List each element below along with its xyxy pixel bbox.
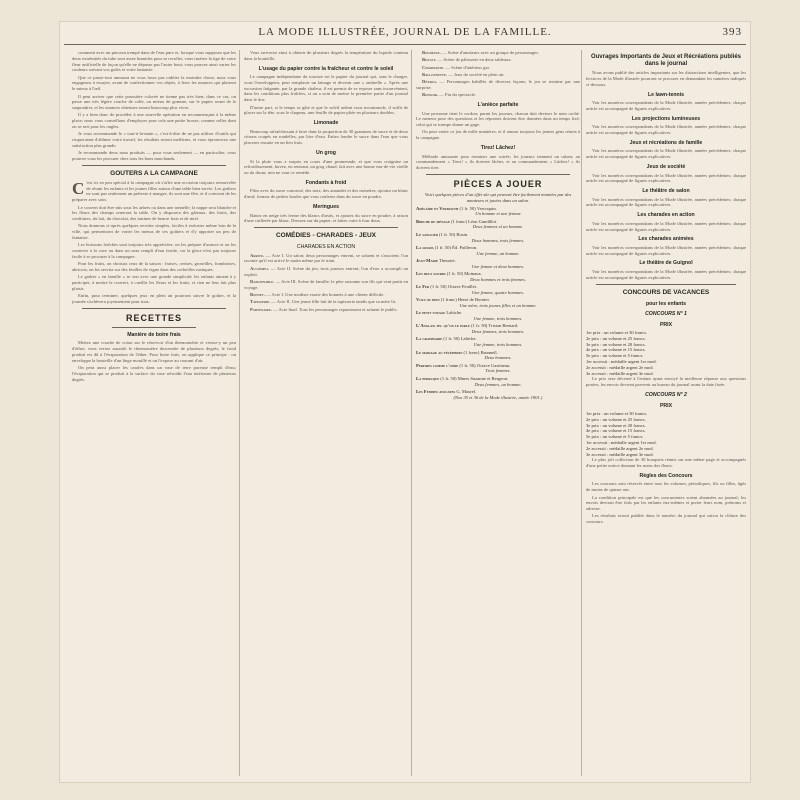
prize-line: 2e prix : un volume et 25 francs. [586,335,646,341]
play-cast: Une femme, quatre hommes. [471,289,525,295]
play-title: Le mariage au téléphone [416,349,463,355]
play-entry [416,389,580,401]
play-title: Les Femmes avocates [416,388,456,394]
body-text: Arrive. — Acte I. Un salon; deux personnages entrent, se saluent et s'assoient; l'un raconte qu'il est arrivé le matin même par le train. Accompli. — Acte II. Scène du jeu; trois joueurs entrent; l'un d'eux a accompli un exploit. Raisonnable. — Acte III. Scène de famille; le père raisonne son fils qui veut partir en voyage. Bonnet. — Acte I. Une modiste essaie des bonnets à une cliente difficile. Tapisserie. — Acte II. Une jeune fille fait de la tapisserie tandis que sa mère lit. Partenaire. — Acte final. Tous les personnages reparaissent et saluent le public. [244,252,408,312]
body-text: Boudeuse. — Scène d'amateurs avec un groupe de personnages. Biscuit. — Scène de pâtisserie en deux tableaux. Charmante. — Scène d'intérieur gai. Ballonnette. — Jeux de société en plein air. Détails. — Personnages habillés de diverses façons; le jeu se termine par une surprise. Bonsoir. — Fin du spectacle. [416,50,580,98]
body-text: Le prix sera décerné à l'enfant ayant envoyé la meilleure réponse aux questions posées; les envois devront parvenir au bureau du journal avant la date fixée. [586,376,746,388]
prize-line: 2e accessit : médaille argent 2e mod. [586,445,654,451]
body-text: comment avec un pinceau trempé dans de l'eau pure et, lorsque vous supposez que les deux extrémités du tube sont assez humides pour se recoller, vous insérez la tige de votre fleur artificielle de façon qu'elle ne dépasse pas l'autre bout; vous pouvez ainsi varier les couleurs suivant vos goûts et votre fantaisie. Que ce passe-tout amusant ne vous fasse pas oublier la moindre chose; nous vous engageons à essayer, avant de confectionner vos objets, à fixer les nuances qui plaisent le mieux à l'œil. Il peut arriver que cette poussière colorée ne tienne pas très bien; dans ce cas, on passe une très légère couche de colle, ou mieux de gomme, sur le papier avant de le saupoudrer, et les nuances obtenues seront beaucoup plus vives. Il y a bien donc de procéder à une nouvelle opération en recommençant à la même place; nous vous conseillons d'employer pour cela une petite brosse, comme celles dont on se sert pour les ongles. Je vous recommande le « tout-à-la-main », c'est-à-dire de ne pas utiliser d'outils qui risqueraient d'abîmer votre travail; les résultats seront meilleurs, et vous éprouverez une satisfaction plus grande. Je recommande deux nous produits — pour vous seulement — en particulier, vous pourrez vous les procurer chez tous les bons marchands. [72,50,236,162]
play-entry [416,323,580,335]
play-entry [416,376,580,388]
body-text: Beaucoup rafraîchissant à faire dans la proportion de 30 grammes de sucre et de deux citrons coupés en rondelles, par litre d'eau. Faites fondre le sucre dans l'eau que vous placerez ensuite en un lieu frais. [244,128,408,146]
column-4 [586,50,746,776]
subsection-title: Un grog [316,150,336,157]
prize-line: 1er accessit : médaille argent 1er mod. [586,440,657,445]
play-title: L'Anglais tel qu'on le parle [416,323,470,329]
body-text: Les concours sont réservés entre tous les volumes, périodiques, fils ou filles, âgés de moins de quinze ans. La condition principale est que les concurrentes soient abonnées au journal; les envois devront être faits par les enfants eux-mêmes et porter leurs nom, prénoms et adresse. Les résultats seront publiés dans le numéro du journal qui suivra la clôture des concours. [586,481,746,525]
play-meta: (1 franc) Léon Gandillot. [451,218,498,224]
prize-line: 5e prix : un volume et 5 francs. [586,434,644,440]
column-1 [72,50,236,776]
play-entry [416,284,580,296]
header-rule [64,44,746,45]
subsection-title: Meringues [313,204,339,211]
section-title: COMÉDIES - CHARADES - JEUX [275,232,377,240]
section-title: RECETTES [125,312,182,323]
section-title: Ouvrages Importants de Jeux et Récréations publiés dans le journal [590,54,742,68]
section-title: GOUTERS A LA CAMPAGNE [110,169,198,177]
body-text: Voir les numéros correspondants de la Mode illustrée, années précédentes; chaque article est accompagné de figures explicatives. [586,124,746,136]
body-text: Battez en neige très ferme des blancs d'œufs, et ajoutez du sucre en poudre, à raison d'une cuillerée par blanc. Dressez sur du papier, et faites cuire à four doux. [244,212,408,224]
prize-line: 3e prix : un volume et 20 francs. [586,422,646,428]
subsection-title: Règles des Concours [639,472,693,479]
prize-line: 3e accessit : médaille argent 3e mod. [586,451,654,457]
play-meta: (1 fr. 50) Octave Gastineau. [459,362,511,368]
section-subtitle: pour les enfants [645,300,687,307]
concours-1-title: CONCOURS N° 1 [645,311,687,318]
play-entry [416,258,580,270]
play-title: Les deux sourds [416,271,446,277]
play-meta: Labiche. [446,310,463,316]
section-heading: Le lawn-tennis [647,91,685,98]
column-separator [239,50,240,776]
body-text: Voir les numéros correspondants de la Mode illustrée, années précédentes; chaque article est accompagné de figures explicatives. [586,244,746,256]
body-text: Nous avons publié des articles importants sur les distractions intelligentes, que les lectrices de la Mode illustrée pourront se procurer en demandant les numéros indiqués ci-dessous. [586,70,746,87]
plays-list [416,206,580,401]
play-title: Le sanglier [416,231,438,237]
section-rule [82,308,226,309]
play-cast: Deux femmes, trois hommes. [471,329,525,335]
body-text: Une personne tient le cordon; parmi les joueurs, chacun doit deviner le nom caché. Le meneur pose des questions et les réponses doivent être données dans un temps fixé; celui qui se trompe donne un gage. On peut varier ce jeu de mille manières, et il amuse toujours les jeunes gens réunis à la campagne. [416,110,580,141]
body-text: Voir les numéros correspondants de la Mode illustrée, années précédentes; chaque article est accompagné de figures explicatives. [586,220,746,232]
body-text: Le plus joli collection de 30 bouquets réunis sur une même page et accompagnés d'une petite notice donnant les noms des fleurs. [586,457,746,469]
body-text: Voir les numéros correspondants de la Mode illustrée, années précédentes; chaque article est accompagné de figures explicatives. [586,172,746,184]
play-cast: Une femme, un homme. [476,250,520,256]
play-title: Bibiche de ménage [416,218,450,224]
section-heading: Jeux et récréations de famille [629,139,703,146]
page-number: 393 [722,26,742,38]
prize-line: 4e prix : un volume et 15 francs. [586,428,646,434]
column-2 [244,50,408,776]
body-text: Mettez une couche de coton sur le réservoir d'un thermomètre et versez-y un peu d'éther; vous verrez aussitôt le thermomètre descendre de plusieurs degrés; le froid produit est dû à l'évaporation de l'éther. Pour boire frais, on applique ce principe : on enveloppe la bouteille d'un linge mouillé et on l'expose au courant d'air. On peut aussi placer les carafes dans un vase de terre poreuse rempli d'eau; l'évaporation qui se produit à la surface du vase refroidit l'eau intérieure de plusieurs degrés. [72,340,236,382]
journal-title: LA MODE ILLUSTRÉE, JOURNAL DE LA FAMILLE. [258,26,552,38]
play-entry [416,206,580,218]
section-rule [426,174,570,175]
play-title: La souris [416,244,434,250]
concours-2-title: CONCOURS N° 2 [645,392,687,399]
section-heading: Le théâtre de Guignol [639,260,693,267]
prize-line: 5e prix : un volume et 5 francs. [586,353,644,359]
play-cast: Un homme et une femme [475,211,521,217]
prize-line: 2e accessit : médaille argent 2e mod. [586,364,654,370]
subsection-title: Limonade [313,120,339,127]
sections-list [586,92,746,281]
column-3 [416,50,580,776]
play-cast: Deux femmes et un homme. [472,224,524,230]
prize-line: 3e accessit : médaille argent 3e mod. [586,370,654,376]
prix-label: PRIX [659,402,673,409]
section-title: CONCOURS DE VACANCES [622,288,710,296]
drop-cap: C [72,178,85,198]
play-cast: Une mère, trois jeunes filles et un homme. [459,303,537,308]
section-rule [596,284,736,285]
body-text: Méthode amusante pour terminer une soirée; les joueurs tiennent un ruban; au commandement « Tirez! » ils doivent lâcher, et au commandement « Lâchez! » ils doivent tirer. [416,153,580,171]
play-meta: (1 fr. 50) Tristan Bernard. [471,323,519,329]
play-title: Le Fer [416,284,430,290]
column-separator [581,50,582,776]
play-title: La grammaire [416,336,443,342]
play-cast: Deux hommes. [484,355,512,361]
subsection-title: Tirez! Lâchez! [480,145,516,152]
section-rule [112,327,196,328]
prize-line: 1er prix : un volume et 30 francs. [586,411,648,417]
subsection-title: Fondants à froid [305,179,347,186]
section-rule [82,165,226,166]
column-separator [411,50,412,776]
play-meta: Theuriet. [439,257,456,263]
body-text: Voir les numéros correspondants de la Mode illustrée, années précédentes; chaque article est accompagné de figures explicatives. [586,100,746,112]
play-cast: Deux hommes et trois femmes. [470,276,526,282]
prize-line: 3e prix : un volume et 20 francs. [586,341,646,347]
section-subtitle: CHARADES EN ACTION [296,244,356,251]
section-heading: Jeux de société [646,164,686,171]
play-cast: (Nos 35 et 36 de la Mode illustrée, année 1901.) [453,394,543,400]
prize-list-1 [586,330,746,376]
body-text: Vous arriverez ainsi à obtenir de plusieurs degrés la température du liquide contenu dans la bouteille. [244,50,408,61]
play-title: Le petit voyage [416,310,446,316]
play-meta: G. Maurel. [456,388,477,394]
play-meta: (1 fr. 50) Bosin. [439,231,469,237]
prize-list-2 [586,411,746,457]
play-meta: (1 fr. 50) Mmes Suzanne et Bergerat. [440,375,509,381]
body-text: C 'est ici en peu spécial à la campagne où s'offre une occasion toujours renouvelée de réunir les enfants et les jeunes filles autour d'une table bien servie. Les goûters ne sont pas seulement un prétexte à manger; ils sont une fête, et il convient de les préparer avec soin. Le couvert doit être mis sous les arbres ou dans une tonnelle; la nappe sera blanche et les fleurs des champs orneront la table. On y disposera des gâteaux, des fruits, des confitures, du lait, du chocolat, des tartines de beurre frais et de miel. Nous donnons ci-après quelques recettes simples, faciles à exécuter même loin de la ville, qui permettront de varier les menus de ces goûters et d'y apporter un peu de fantaisie. Les boissons fraîches sont toujours très appréciées; on les prépare d'avance et on les conserve à la cave ou dans un seau rempli d'eau froide, car la glace n'est pas toujours facile à se procurer à la campagne. Pour les fruits, on choisira ceux de la saison : fraises, cerises, groseilles, framboises, abricots; on les servira sur des feuilles de vigne dans des corbeilles rustiques. Le goûter « en famille » se sert avec une grande simplicité; les enfants aiment à y participer, à mettre le couvert, à cueillir les fleurs et les fruits, et rien ne leur fait plus plaisir. Enfin, pour terminer, quelques jeux en plein air pourront suivre le goûter, et la journée s'achèvera joyeusement pour tous. [72,178,236,304]
play-entry [416,336,580,348]
body-text: Pilez avec du sucre concassé, des noix, des amandes et des noisettes; ajoutez un blanc d'œuf; formez de petites boules que vous roulerez dans du sucre en poudre. [244,188,408,200]
play-entry [416,363,580,375]
prize-line: 2e prix : un volume et 25 francs. [586,416,646,422]
section-heading: Les charades en action [637,212,695,219]
play-meta: (1 franc) Henri de Bornier. [440,297,490,303]
section-rule [254,227,398,228]
play-cast: Une femme, trois hommes. [473,342,523,348]
play-meta: (1 fr. 50) Éd. Pailleron. [434,244,478,250]
play-meta: (1 fr. 50) Labiche. [443,336,477,342]
play-title: Adélaïde et Vermouth [416,205,459,211]
play-meta: (1 fr. 50) Moinaux. [446,271,482,277]
section-heading: Les charades animées [638,236,694,243]
play-meta: (1 fr. 50) Vercoquin. [459,205,497,211]
play-title: Vous ou bien [416,297,440,303]
play-cast: Deux femmes, un homme. [474,381,522,387]
section-title: PIÈCES A JOUER [453,178,543,189]
journal-page [60,22,750,782]
body-text: Voir les numéros correspondants de la Mode illustrée, années précédentes; chaque article est accompagné de figures explicatives. [586,268,746,280]
play-cast: Une femme, trois hommes. [473,316,523,322]
running-head [60,26,750,46]
play-meta: (1 fr. 50) Octave Feuillet. [430,284,478,290]
body-text: Si la pluie vous a surpris en cours d'une promenade, et que vous craigniez un refroidissement, buvez, en rentrant, un grog chaud, fait avec une bonne eau-de-vie vieille ou du rhum; rien ne vaut ce remède. [244,158,408,176]
play-entry [416,219,580,231]
prize-line: 4e prix : un volume et 15 francs. [586,347,646,353]
play-title: Perfides comme l'onde [416,362,459,368]
play-entry [416,350,580,362]
play-title: Jean-Marie [416,257,438,263]
play-meta: (1 franc) Brunnell. [463,349,498,355]
subsection-title: L'usage du papier contre la fraîcheur et contre le soleil [258,65,394,72]
prix-label: PRIX [659,321,673,328]
play-cast: Une femme et deux hommes. [471,263,525,269]
prize-line: 1er prix : un volume et 30 francs. [586,330,648,336]
play-entry [416,297,580,309]
play-title: La perruque [416,375,440,381]
body-text: Voir les numéros correspondants de la Mode illustrée, années précédentes; chaque article est accompagné de figures explicatives. [586,196,746,208]
play-entry [416,271,580,283]
body-text: Le campagne indépendante du touriste est le papier du journal qui, sans le charger, vous l'enveloppera, peut remplacer un lainage et devenir une « ombrelle ». Après une excursion fatigante, par la grande chaleur, il est permis de se reposer sans inconvénient, dans les conditions plus fraîches, si on a soin de mettre la première partie d'un journal dans le dos. D'autre part, si le temps se gâte et que le soleil ardent vous incommode, il suffit de placer sur la tête, sous le chapeau, une feuille de papier pliée en plusieurs doubles. [244,74,408,116]
play-entry [416,245,580,257]
play-entry [416,232,580,244]
section-heading: Le théâtre de salon [642,188,690,195]
prize-line: 1er accessit : médaille argent 1er mod. [586,359,657,365]
play-cast: Trois femmes. [485,368,511,374]
subsection-title: Manière de boire frais [127,331,181,338]
section-heading: Les projections lumineuses [631,115,701,122]
play-entry [416,310,580,322]
body-text: Voir les numéros correspondants de la Mode illustrée, années précédentes; chaque article est accompagné de figures explicatives. [586,148,746,160]
subsection-title: L'anièce parfaite [477,102,519,109]
play-cast: Deux hommes, trois femmes. [471,237,525,243]
pieces-intro: Voici quelques pièces d'un effet sûr qui peuvent être facilement montées par des amateurs et jouées dans un salon. [424,191,572,203]
